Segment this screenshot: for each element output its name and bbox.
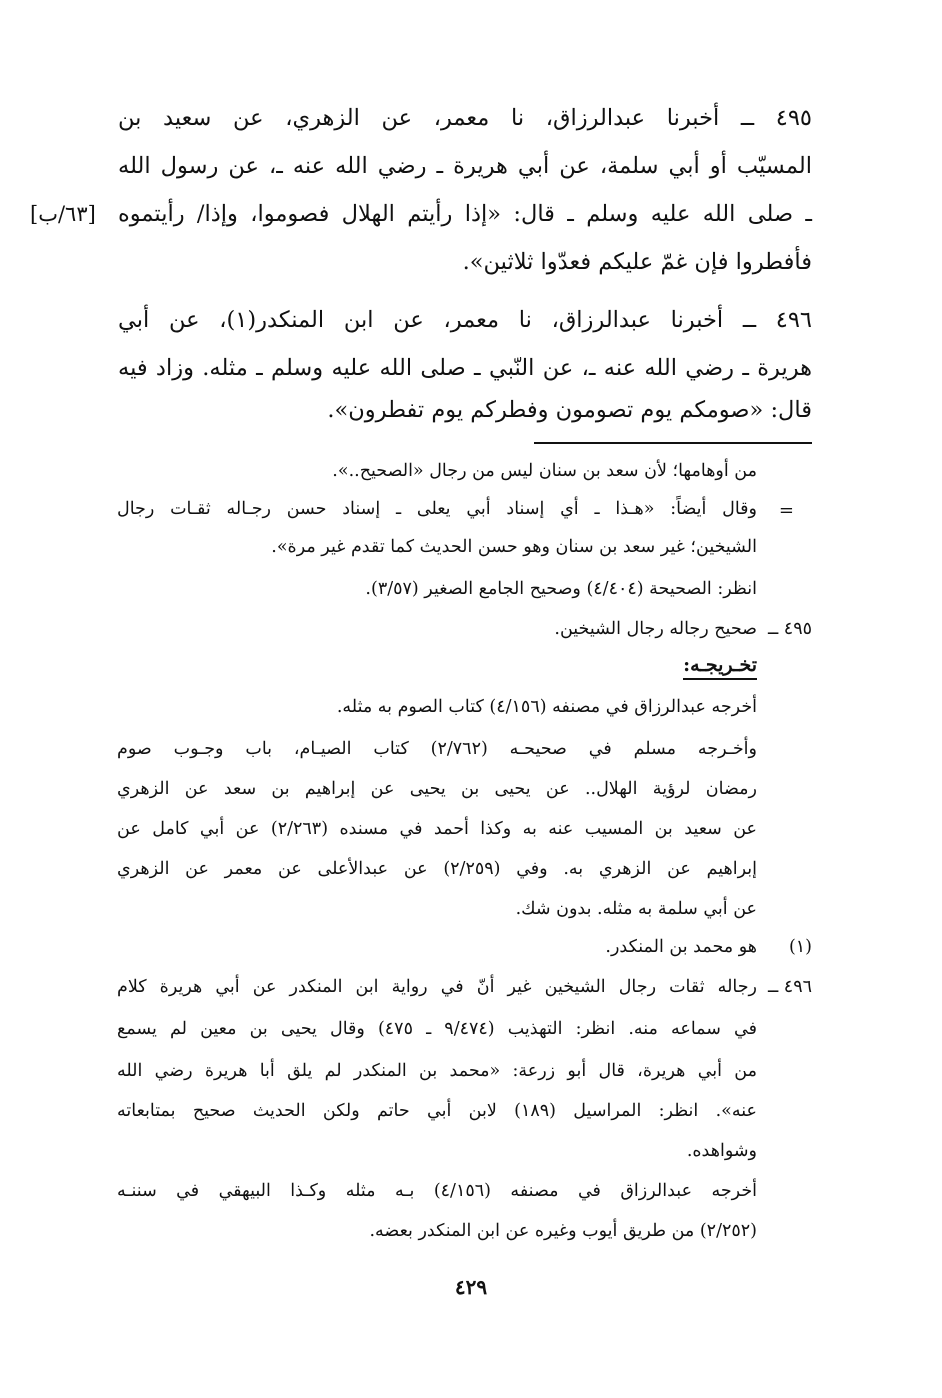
takhrij-line-6: عن أبي سلمة به مثله. بدون شك. — [515, 899, 757, 919]
note-496b-line-2: (٢/٢٥٢) من طريق أيوب وغيره عن ابن المنكدر بعضه. — [369, 1221, 757, 1241]
hadith-495-line-2: المسيّب أو أبي سلمة، عن أبي هريرة ـ رضي الله عنه ـ، عن رسول الله — [118, 153, 812, 179]
continuation-mark: = — [778, 500, 794, 521]
takhrij-line-3: رمضان لرؤية الهلال.. عن يحيى بن يحيى عن إبراهيم بن سعد عن الزهري — [117, 779, 757, 799]
footnote-carry-line: من أوهامها؛ لأن سعد بن سنان ليس من رجال «الصحيح..». — [332, 461, 757, 481]
manuscript-folio-marker: [٦٣/ب] — [30, 202, 96, 226]
hadith-496-line-2: هريرة ـ رضي الله عنه ـ، عن النّبي ـ صلى الله عليه وسلم ـ مثله. وزاد فيه — [118, 355, 812, 381]
hadith-495-line-1: ٤٩٥ ــ أخبرنا عبدالرزاق، نا معمر، عن الزهري، عن سعيد بن — [118, 105, 812, 131]
note-496b-line-1: أخرجه عبدالرزاق في مصنفه (٤/١٥٦) بـه مثله وكـذا البيهقي في سننـه — [117, 1181, 757, 1201]
footnote-carry2-line-1: وقال أيضاً: «هـذا ـ أي إسناد أبي يعلى ـ إسناد حسن رجـاله ثقـات رجال — [117, 499, 757, 519]
hadith-495-line-3: ـ صلى الله عليه وسلم ـ قال: «إذا رأيتم الهلال فصوموا، وإذا/ رأيتموه — [118, 201, 812, 227]
hadith-496-line-3: قال: «صومكم يوم تصومون وفطركم يوم تفطرون». — [327, 397, 812, 423]
note-496-line-2: في سماعه منه. انظر: التهذيب (٩/٤٧٤ ـ ٤٧٥) وقال يحيى بن معين لم يسمع — [117, 1019, 757, 1039]
takhrij-heading: تخـريجـه: — [683, 648, 757, 680]
footnote-separator — [534, 442, 812, 444]
page-number: ٤٢٩ — [454, 1275, 488, 1299]
note-496-line-3: من أبي هريرة، قال أبو زرعة: «محمد بن المنكدر لم يلق أبا هريرة رضي الله — [117, 1061, 757, 1081]
footnote-carry2-line-3: انظر: الصحيحة (٤/٤٠٤) وصحيح الجامع الصغير (٣/٥٧). — [365, 579, 757, 599]
note-495-number: ٤٩٥ ــ — [767, 619, 812, 639]
footnote-carry2-line-2: الشيخين؛ غير سعد بن سنان وهو حسن الحديث كما تقدم غير مرة». — [271, 537, 757, 557]
takhrij-line-5: إبراهيم عن الزهري به. وفي (٢/٢٥٩) عن عبدالأعلى عن معمر عن الزهري — [117, 859, 757, 879]
takhrij-line-2: وأخـرجه مسلم في صحيحـه (٢/٧٦٢) كتاب الصيـام، باب وجـوب صوم — [117, 739, 757, 759]
note-496-line-5: وشواهده. — [686, 1141, 757, 1161]
note-495-text: صحيح رجاله رجال الشيخين. — [554, 619, 757, 639]
hadith-495-line-4: فأفطروا فإن غمّ عليكم فعدّوا ثلاثين». — [462, 249, 812, 275]
footnote-1-number: (١) — [788, 937, 812, 957]
note-496-line-4: عنه». انظر: المراسيل (١٨٩) لابن أبي حاتم ولكن الحديث صحيح بمتابعاته — [117, 1101, 757, 1121]
footnote-1-text: هو محمد بن المنكدر. — [605, 937, 757, 957]
takhrij-line-4: عن سعيد بن المسيب عنه به وكذا أحمد في مسنده (٢/٢٦٣) عن أبي كامل عن — [117, 819, 757, 839]
note-496-number: ٤٩٦ ــ — [767, 977, 812, 997]
hadith-496-line-1: ٤٩٦ ــ أخبرنا عبدالرزاق، نا معمر، عن ابن المنكدر(١)، عن أبي — [118, 307, 813, 333]
takhrij-line-1: أخرجه عبدالرزاق في مصنفه (٤/١٥٦) كتاب الصوم به مثله. — [336, 697, 757, 717]
note-496-line-1: رجاله ثقات رجال الشيخين غير أنّ في رواية ابن المنكدر عن أبي هريرة كلام — [117, 977, 757, 997]
